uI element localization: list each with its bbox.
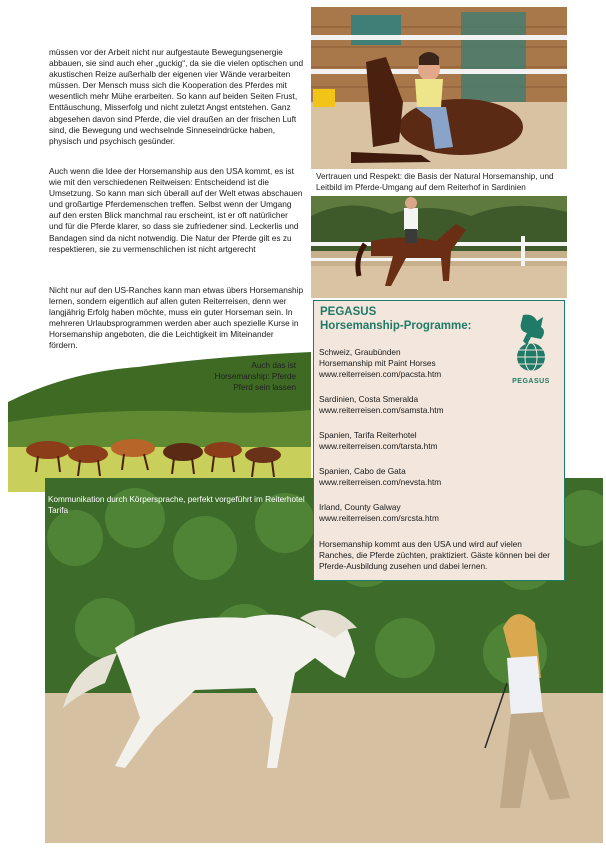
photo-lying-horse	[311, 7, 567, 169]
program-entry-irland	[319, 502, 559, 524]
program-entry-schweiz	[319, 347, 559, 381]
program-place: Irland, County Galway	[319, 502, 401, 512]
pegasus-info-box	[313, 300, 565, 581]
pegasus-title-line2: Horsemanship-Programme:	[320, 320, 472, 332]
pegasus-title-line1: PEGASUS	[320, 306, 377, 318]
program-entry-sardinien	[319, 394, 559, 416]
article-paragraph-3: Nicht nur auf den US-Ranches kann man etwas übers Horsemanship lernen, sondern eigentlich auf allen guten Reiterreisen, denn wer langjährig Erfolg haben möchte, muss ein guter Horseman sein. In mehreren Urlaubsprogrammen werden aber auch spezielle Kurse in Horsemanship angeboten, die die Leichtigkeit im Miteinander fördern.	[49, 285, 304, 351]
caption-top-right: Vertrauen und Respekt: die Basis der Natural Horsemanship, und Leitbild im Pferde-Umgang auf dem Reiterhof in Sardinien	[316, 172, 554, 192]
article-paragraph-2: Auch wenn die Idee der Horsemanship aus den USA kommt, es ist wie mit den verschiedenen Reitweisen: Entscheidend ist die Umsetzung. So kann man sich überall auf der Welt etwas abschauen und großartige Pferdemenschen treffen. Selbst wenn der Umgang auf den ersten Blick manchmal rau erscheint, ist er oft natürlicher und für die Pferde klarer, so dass sie zufriedener sind. Leckerlis und Bandagen sind da nicht notwendig. Die Natur der Pferde gilt es zu respektieren, sie zu vermenschlichen ist nicht artgerecht	[49, 166, 303, 254]
program-url[interactable]: www.reiterreisen.com/srcsta.htm	[319, 513, 439, 524]
program-url[interactable]: www.reiterreisen.com/nevsta.htm	[319, 477, 442, 488]
caption-herd: Auch das ist Horsemanship: Pferde Pferd sein lassen	[214, 361, 296, 392]
program-place: Spanien, Cabo de Gata	[319, 466, 406, 476]
program-entry-tarifa	[319, 430, 559, 452]
program-entry-cabo-de-gata	[319, 466, 559, 488]
photo-rider-paddock	[311, 196, 567, 298]
pegasus-box-footer: Horsemanship kommt aus den USA und wird auf vielen Ranches, die Pferde züchten, praktiziert. Gäste können bei der Pferde-Ausbildung zusehen und dabei lernen.	[319, 539, 551, 572]
program-url[interactable]: www.reiterreisen.com/tarsta.htm	[319, 441, 438, 452]
program-place: Spanien, Tarifa Reiterhotel	[319, 430, 417, 440]
program-place: Schweiz, Graubünden	[319, 347, 401, 357]
pegasus-logo-text: PEGASUS	[512, 378, 550, 385]
program-url[interactable]: www.reiterreisen.com/samsta.htm	[319, 405, 444, 416]
program-url[interactable]: www.reiterreisen.com/pacsta.htm	[319, 369, 442, 380]
pegasus-box-title	[320, 305, 471, 333]
program-detail: Horsemanship mit Paint Horses	[319, 358, 436, 369]
program-place: Sardinien, Costa Smeralda	[319, 394, 419, 404]
article-paragraph-1: müssen vor der Arbeit nicht nur aufgestaute Bewegungsenergie abbauen, sie sind auch eher „guckig“, da sie die vielen optischen und akustischen Reize außerhalb der eigenen vier Wände verarbeiten müssen. Der Mensch muss sich die Kooperation des Pferdes mit wesentlich mehr Mühe erarbeiten. So kann auf beiden Seiten Frust, Enttäuschung, Misserfolg und nicht zuletzt Angst entstehen. Ganz abgesehen davon sind Pferde, die viel draußen an der frischen Luft sind, die Bewegung und wechselnde Sinneseindrücke haben, physisch und psychisch gesünder.	[49, 47, 304, 146]
caption-bottom: Kommunikation durch Körpersprache, perfekt vorgeführt im Reiterhotel Tarifa	[48, 495, 305, 515]
